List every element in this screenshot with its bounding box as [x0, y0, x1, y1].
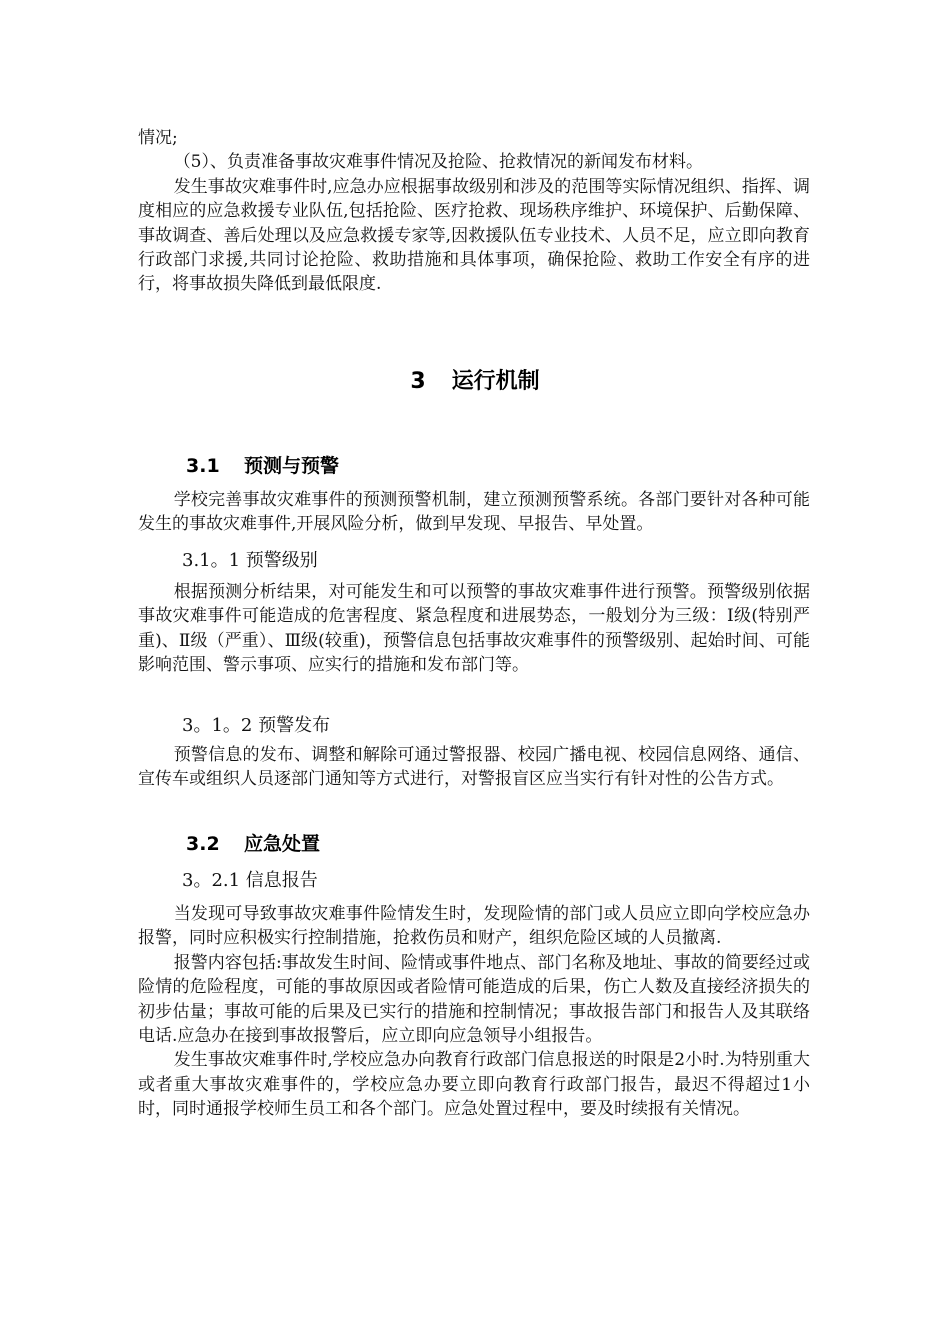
subsection-heading-3-1-1: 3.1。1 预警级别 — [182, 550, 318, 571]
section-heading-3-1 — [186, 451, 339, 478]
section-title: 预测与预警 — [244, 455, 340, 477]
section-3-2-1-text — [138, 902, 810, 1122]
paragraph-intro-2: （5）、负责准备事故灾难事件情况及抢险、抢救情况的新闻发布材料。 — [173, 152, 704, 173]
subsection-heading-3-2-1: 3。2.1 信息报告 — [182, 870, 318, 891]
paragraph-3-2-1-c: 发生事故灾难事件时,学校应急办向教育行政部门信息报送的时限是2小时.为特别重大或者重大事故灾难事件的，学校应急办要立即向教育行政部门报告，最迟不得超过1小时，同时通报学校师生员工和各个部门。应急处置过程中，要及时续报有关情况。 — [138, 1050, 810, 1120]
section-heading-3-2 — [186, 829, 320, 856]
section-3-1-1-text — [138, 580, 810, 678]
paragraph-3-2-1-b: 报警内容包括:事故发生时间、险情或事件地点、部门名称及地址、事故的简要经过或险情的危险程度，可能的事故原因或者险情可能造成的后果，伤亡人数及直接经济损失的初步估量；事故可能的后果及已实行的措施和控制情况；事故报告部门和报告人及其联络电话.应急办在接到事故报警后，应立即向应急领导小组报告。 — [138, 952, 810, 1047]
subsection-heading-3-1-2: 3。1。2 预警发布 — [182, 715, 331, 736]
section-number: 3.1 — [186, 455, 220, 477]
section-3-1-2-text — [138, 743, 810, 792]
section-title: 应急处置 — [244, 833, 321, 855]
chapter-number: 3 — [410, 369, 426, 394]
paragraph-3-1-1: 根据预测分析结果，对可能发生和可以预警的事故灾难事件进行预警。预警级别依据事故灾难事件可能造成的危害程度、紧急程度和进展势态，一般划分为三级：Ⅰ级(特别严重)、Ⅱ级（严重）、Ⅲ级(较重)，预警信息包括事故灾难事件的预警级别、起始时间、可能影响范围、警示事项、应实行的措施和发布部门等。 — [138, 582, 810, 676]
section-3-1-text — [138, 488, 810, 537]
paragraph-3-1-intro: 学校完善事故灾难事件的预测预警机制，建立预测预警系统。各部门要针对各种可能发生的事故灾难事件,开展风险分析，做到早发现、早报告、早处置。 — [138, 490, 810, 535]
chapter-title: 运行机制 — [451, 369, 540, 394]
intro-text — [138, 126, 810, 297]
section-number: 3.2 — [186, 833, 220, 855]
paragraph-intro-3: 发生事故灾难事件时,应急办应根据事故级别和涉及的范围等实际情况组织、指挥、调度相应的应急救援专业队伍,包括抢险、医疗抢救、现场秩序维护、环境保护、后勤保障、事故调查、善后处理以及应急救援专家等,因救援队伍专业技术、人员不足，应立即向教育行政部门求援,共同讨论抢险、救助措施和具体事项，确保抢险、救助工作安全有序的进行，将事故损失降低到最低限度. — [138, 176, 810, 295]
paragraph-intro-1: 情况; — [138, 128, 178, 148]
paragraph-3-2-1-a: 当发现可导致事故灾难事件险情发生时，发现险情的部门或人员应立即向学校应急办报警，同时应积极实行控制措施，抢救伤员和财产，组织危险区域的人员撤离. — [138, 904, 810, 949]
chapter-heading — [0, 364, 950, 395]
paragraph-3-1-2: 预警信息的发布、调整和解除可通过警报器、校园广播电视、校园信息网络、通信、宣传车或组织人员逐部门通知等方式进行，对警报盲区应当实行有针对性的公告方式。 — [138, 745, 810, 790]
